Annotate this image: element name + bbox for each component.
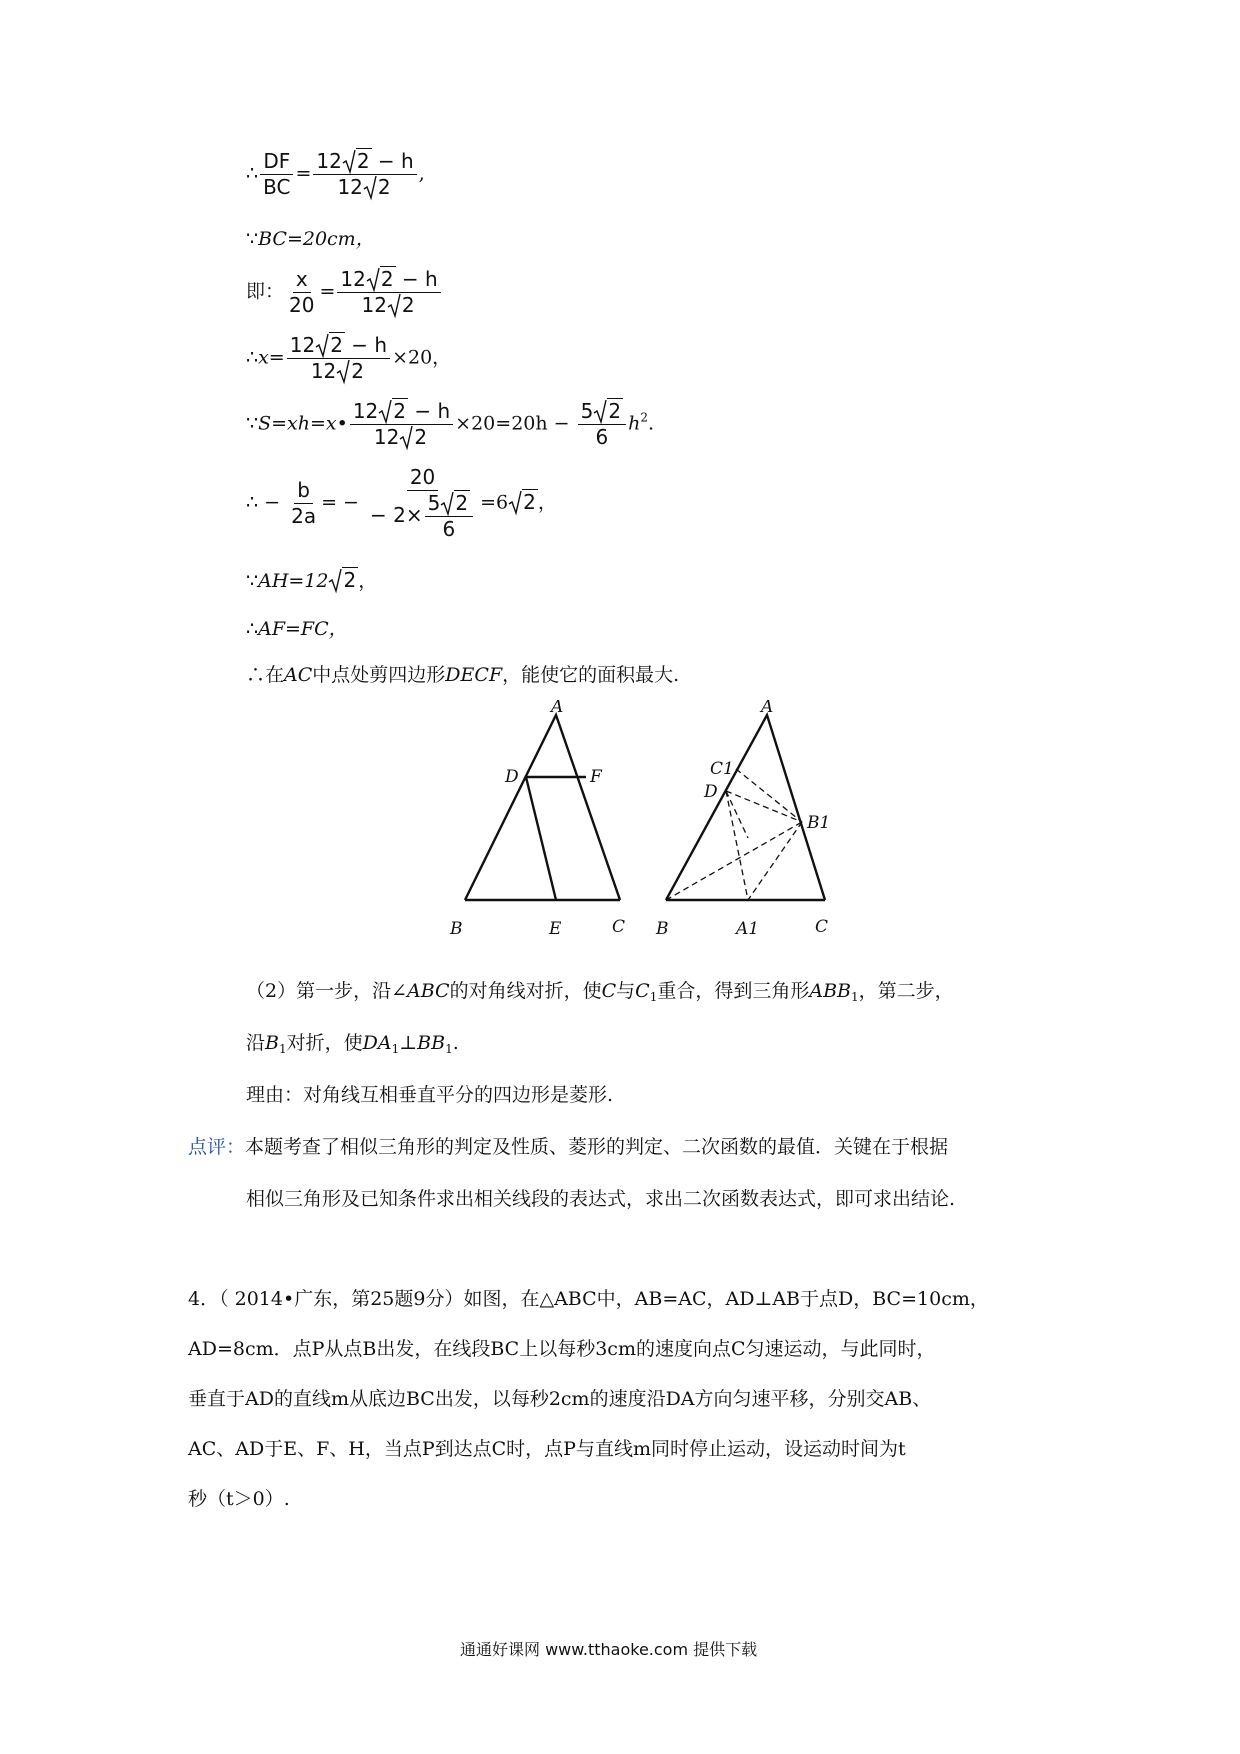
label-e: E bbox=[549, 919, 562, 939]
comment-line2: 相似三角形及已知条件求出相关线段的表达式，求出二次函数表达式，即可求出结论. bbox=[246, 1188, 956, 1210]
fraction-df-bc: $\frac{DF}{BC}$ bbox=[260, 150, 293, 199]
sqrt: 2 bbox=[342, 149, 372, 173]
comment-label: 点评： bbox=[188, 1136, 246, 1158]
label-b: B bbox=[450, 919, 463, 939]
problem4-line2: AD=8cm．点P从点B出发，在线段BC上以每秒3cm的速度向点C匀速运动，与此同时， bbox=[188, 1338, 936, 1360]
label-b1: B1 bbox=[807, 813, 831, 833]
segment-de bbox=[526, 777, 556, 900]
label-d2: D bbox=[704, 782, 718, 802]
figure-rhombus-fold bbox=[655, 700, 830, 939]
footer-text: 通通好课网 www.tthaoke.com 提供下载 bbox=[460, 1640, 758, 1659]
step-2: ∵BC=20cm， bbox=[246, 228, 375, 250]
step-6: ∴ − $\frac{b}{2a}$ = − 20 − 2× 5 2 6 =6 2 ， bbox=[246, 465, 557, 541]
label-f: F bbox=[590, 767, 602, 787]
triangle-abc-right bbox=[666, 715, 825, 900]
figure-trapezoid bbox=[449, 700, 625, 939]
part2-line1: （2）第一步，沿∠ABC的对角线对折，使C与$C_1$重合，得到三角形$ABB_1$，第二步， bbox=[246, 980, 954, 1004]
label-a1: A1 bbox=[736, 919, 760, 939]
sqrt: 2 bbox=[363, 175, 393, 199]
step-3: 即： $\frac{x}{20}$ = 12 2 − h 12 2 bbox=[246, 268, 443, 317]
problem4-line5: 秒（t＞0）. bbox=[188, 1488, 290, 1510]
therefore-symbol: ∴ bbox=[246, 162, 259, 185]
fraction-rhs: 12 2 − h 12 2 bbox=[313, 150, 416, 199]
part2-reason: 理由：对角线互相垂直平分的四边形是菱形. bbox=[246, 1084, 614, 1106]
problem4-line1: 4．（ 2014•广东，第25题9分）如图，在△ABC中，AB=AC，AD⊥AB于点D，BC=10cm， bbox=[188, 1288, 989, 1310]
fold-lines bbox=[666, 769, 802, 900]
step-9: ∴在AC中点处剪四边形DECF，能使它的面积最大. bbox=[246, 664, 680, 686]
label-c: C bbox=[612, 917, 626, 937]
problem4-line3: 垂直于AD的直线m从底边BC出发，以每秒2cm的速度沿DA方向匀速平移，分别交AB、 bbox=[188, 1388, 932, 1410]
step-1: ∴ $\frac{DF}{BC}$ = 12 2 − h 12 2 , bbox=[246, 149, 425, 199]
geometry-figures bbox=[440, 700, 860, 940]
label-a2: A bbox=[761, 700, 774, 717]
step-7: ∵AH=12 2 ， bbox=[246, 568, 378, 592]
part2-line2: 沿$B_1$对折，使$DA_1\perp BB_1$. bbox=[246, 1032, 459, 1056]
label-c2: C bbox=[815, 917, 829, 937]
problem4-line4: AC、AD于E、F、H，当点P到达点C时，点P与直线m同时停止运动，设运动时间为t bbox=[188, 1438, 906, 1460]
label-b2: B bbox=[656, 919, 669, 939]
comment-line1: 点评：本题考查了相似三角形的判定及性质、菱形的判定、二次函数的最值．关键在于根据 bbox=[188, 1136, 949, 1158]
triangle-abc-left bbox=[465, 715, 620, 900]
step-8: ∴AF=FC， bbox=[246, 618, 348, 640]
step-4: ∴x= 12 2 − h 12 2 ×20， bbox=[246, 333, 452, 383]
label-a: A bbox=[551, 700, 564, 717]
label-d: D bbox=[505, 767, 519, 787]
label-c1: C1 bbox=[710, 759, 734, 779]
step-5: ∵S=xh=x• 12 2 − h 12 2 ×20=20h − 5 2 6 $h^2$. bbox=[246, 399, 655, 449]
